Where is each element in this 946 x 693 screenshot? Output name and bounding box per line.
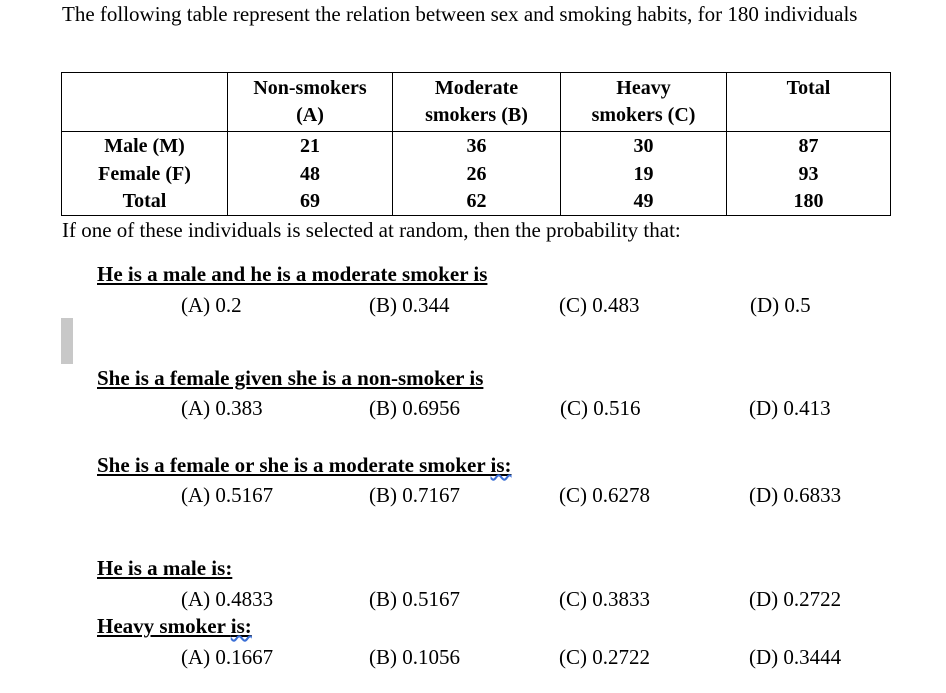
q5-option-b[interactable]: (B) 0.1056 [369, 645, 460, 669]
q2-option-d[interactable]: (D) 0.413 [749, 396, 831, 420]
question-2: She is a female given she is a non-smoker is [97, 366, 484, 390]
header-heavy-line1: Heavy [616, 77, 671, 99]
q4-option-c[interactable]: (C) 0.3833 [559, 587, 650, 611]
cell-c: 30 [561, 132, 727, 161]
cell-c: 49 [561, 188, 727, 216]
q1-option-b[interactable]: (B) 0.344 [369, 293, 450, 317]
row-label: Male (M) [62, 132, 228, 161]
question-3-tail: is: [490, 453, 512, 477]
header-heavy [561, 73, 727, 132]
row-label: Total [62, 188, 228, 216]
header-moderate-line1: Moderate [434, 77, 519, 99]
q5-option-c[interactable]: (C) 0.2722 [559, 645, 650, 669]
q1-option-c[interactable]: (C) 0.483 [559, 293, 640, 317]
q5-option-d[interactable]: (D) 0.3444 [749, 645, 842, 669]
q2-option-b[interactable]: (B) 0.6956 [369, 396, 460, 420]
cell-b: 62 [393, 188, 561, 216]
q3-option-b[interactable]: (B) 0.7167 [369, 483, 460, 507]
question-4: He is a male is: [97, 556, 233, 580]
question-1: He is a male and he is a moderate smoker is [97, 262, 488, 286]
cell-a: 21 [228, 132, 393, 161]
table-row [62, 132, 891, 161]
cell-b: 36 [393, 132, 561, 161]
cell-a: 48 [228, 160, 393, 188]
header-moderate-line2: smokers (B) [425, 104, 528, 126]
question-5-main: Heavy smoker [97, 614, 231, 638]
cell-a: 69 [228, 188, 393, 216]
header-heavy-line2: smokers (C) [591, 104, 696, 126]
q3-option-a[interactable]: (A) 0.5167 [181, 483, 274, 507]
text-cursor-bar [61, 318, 73, 364]
header-total-label: Total [786, 77, 831, 99]
q4-option-a[interactable]: (A) 0.4833 [181, 587, 274, 611]
header-non-smokers-line2: (A) [296, 104, 324, 126]
cell-b: 26 [393, 160, 561, 188]
header-non-smokers-line1: Non-smokers [253, 77, 367, 99]
question-3-main: She is a female or she is a moderate smoker [97, 453, 491, 477]
q3-option-c[interactable]: (C) 0.6278 [559, 483, 650, 507]
question-5-tail: is: [230, 614, 252, 638]
cell-total: 180 [727, 188, 891, 216]
q2-option-c[interactable]: (C) 0.516 [560, 396, 641, 420]
q4-option-d[interactable]: (D) 0.2722 [749, 587, 842, 611]
table-header-row [62, 73, 891, 132]
question-5 [97, 614, 252, 639]
cell-c: 19 [561, 160, 727, 188]
probability-intro: If one of these individuals is selected at random, then the probability that: [62, 218, 681, 242]
q3-option-d[interactable]: (D) 0.6833 [749, 483, 842, 507]
header-total [727, 73, 891, 132]
header-non-smokers [228, 73, 393, 132]
intro-paragraph: The following table represent the relation between sex and smoking habits, for 180 individuals [62, 2, 858, 26]
q1-option-d[interactable]: (D) 0.5 [750, 293, 811, 317]
table-row [62, 188, 891, 216]
question-3 [97, 453, 512, 478]
table-row [62, 160, 891, 188]
header-moderate [393, 73, 561, 132]
cell-total: 87 [727, 132, 891, 161]
smoking-table [61, 72, 891, 216]
row-label: Female (F) [62, 160, 228, 188]
q2-option-a[interactable]: (A) 0.383 [181, 396, 263, 420]
header-empty [62, 73, 228, 132]
q4-option-b[interactable]: (B) 0.5167 [369, 587, 460, 611]
q5-option-a[interactable]: (A) 0.1667 [181, 645, 274, 669]
q1-option-a[interactable]: (A) 0.2 [181, 293, 242, 317]
cell-total: 93 [727, 160, 891, 188]
